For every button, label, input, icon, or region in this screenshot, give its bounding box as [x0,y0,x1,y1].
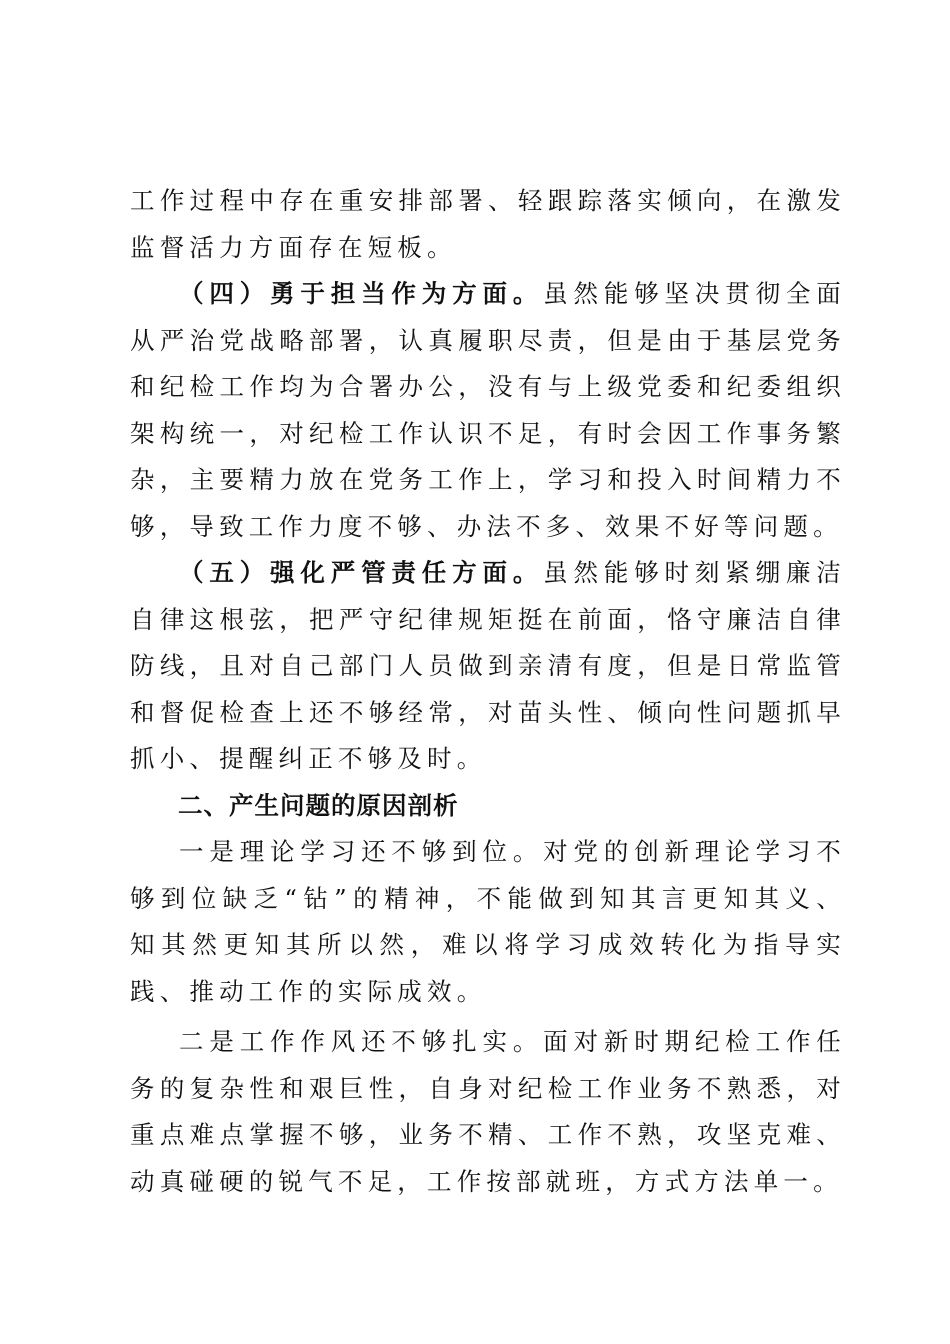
section-4-body: 虽然能够坚决贯彻全面从严治党战略部署，认真履职尽责，但是由于基层党务和纪检工作均为合署办公，没有与上级党委和纪委组织架构统一，对纪检工作认识不足，有时会因工作事务繁杂，主要精力放在党务工作上，学习和投入时间精力不够，导致工作力度不够、办法不多、效果不好等问题。 [130,279,846,541]
section-4-lead: （四）勇于担当作为方面。 [179,279,544,308]
section-heading-2: 二、产生问题的原因剖析 [178,790,459,820]
section-5-paragraph [130,550,846,783]
continuation-paragraph: 工作过程中存在重安排部署、轻跟踪落实倾向，在激发监督活力方面存在短板。 [130,186,846,262]
section-4-paragraph [130,271,846,550]
document-page [130,178,846,1205]
reason-2-paragraph: 二是工作作风还不够扎实。面对新时期纪检工作任务的复杂性和艰巨性，自身对纪检工作业务不熟悉，对重点难点掌握不够，业务不精、工作不熟，攻坚克难、动真碰硬的锐气不足，工作按部就班，方式方法单一。 [130,1027,846,1196]
section-5-lead: （五）强化严管责任方面。 [179,558,544,587]
section-5-body: 虽然能够时刻紧绷廉洁自律这根弦，把严守纪律规矩挺在前面，恪守廉洁自律防线，且对自己部门人员做到亲清有度，但是日常监管和督促检查上还不够经常，对苗头性、倾向性问题抓早抓小、提醒纠正不够及时。 [130,558,846,773]
reason-1-paragraph: 一是理论学习还不够到位。对党的创新理论学习不够到位缺乏“钻”的精神，不能做到知其言更知其义、知其然更知其所以然，难以将学习成效转化为指导实践、推动工作的实际成效。 [130,837,846,1006]
